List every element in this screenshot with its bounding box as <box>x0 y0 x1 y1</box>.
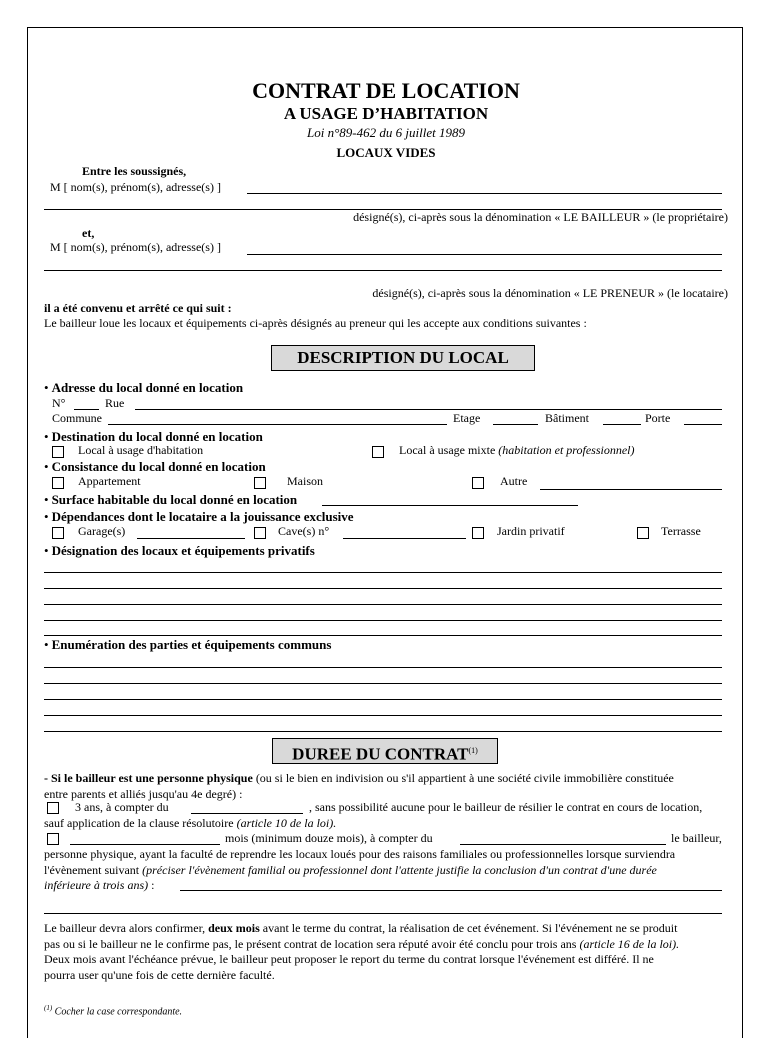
cave-field[interactable] <box>343 538 466 539</box>
designation-line-4[interactable] <box>44 620 722 621</box>
physique-paragraph <box>44 771 729 802</box>
checkbox-maison[interactable] <box>254 477 266 489</box>
reprise-line2a: l'évènement suivant <box>44 862 143 877</box>
enumeration-line-2[interactable] <box>44 683 722 684</box>
lease-text: Le bailleur loue les locaux et équipements ci-après désignés au preneur qui les accepte aux conditions suivantes : <box>44 316 587 330</box>
months-date-field[interactable] <box>460 844 666 845</box>
dependances-title: • Dépendances dont le locataire a la jouissance exclusive <box>44 509 354 525</box>
street-field[interactable] <box>135 409 722 410</box>
bailleur-designation: désigné(s), ci-après sous la dénomination « LE BAILLEUR » (le propriétaire) <box>353 210 728 224</box>
designation-title: • Désignation des locaux et équipements privatifs <box>44 543 315 559</box>
building-label: Bâtiment <box>545 411 589 425</box>
confirm-4: pourra user qu'une fois de cette dernière faculté. <box>44 967 275 982</box>
jardin-label: Jardin privatif <box>497 524 565 538</box>
reprise-line2b: (préciser l'évènement familial ou professionnel dont l'attente justifie la conclusion d'un contrat d'une durée <box>142 862 657 877</box>
confirm-1c: avant le terme du contrat, la réalisation de cet événement. Si l'événement ne se produit <box>259 921 678 935</box>
reprise-line1: personne physique, ayant la faculté de reprendre les locaux loués pour des raisons familiales ou professionnelles lorsque surviendra <box>44 847 676 861</box>
autre-label: Autre <box>500 474 528 488</box>
footnote-text: Cocher la case correspondante. <box>54 1006 183 1018</box>
enumeration-line-4[interactable] <box>44 715 722 716</box>
clause-text: sauf application de la clause résolutoire <box>44 816 237 830</box>
designation-line-1[interactable] <box>44 572 722 573</box>
habitation-label: Local à usage d'habitation <box>78 443 204 457</box>
commune-label: Commune <box>52 411 102 425</box>
checkbox-garage[interactable] <box>52 527 64 539</box>
checkbox-months[interactable] <box>47 833 59 845</box>
checkbox-jardin[interactable] <box>472 527 484 539</box>
checkbox-autre[interactable] <box>472 477 484 489</box>
three-years-rest: , sans possibilité aucune pour le bailleur de résilier le contrat en cours de location, <box>309 800 703 814</box>
enumeration-title: • Enumération des parties et équipements communs <box>44 637 331 653</box>
floor-field[interactable] <box>493 424 538 425</box>
three-years-label: 3 ans, à compter du <box>75 800 169 814</box>
physique-bold: - Si le bailleur est une personne physique <box>44 771 253 785</box>
section-duree-heading <box>272 738 498 764</box>
checkbox-mixte[interactable] <box>372 446 384 458</box>
commune-field[interactable] <box>108 424 447 425</box>
page-subtitle: A USAGE D’HABITATION <box>283 104 489 123</box>
event-field-line-1[interactable] <box>180 890 722 891</box>
duree-heading-text: DUREE DU CONTRAT <box>292 744 469 764</box>
physique-rest: (ou si le bien en indivision ou s'il appartient à une société civile immobilière constituée <box>252 771 674 785</box>
enumeration-line-5[interactable] <box>44 731 722 732</box>
terrasse-label: Terrasse <box>661 524 701 538</box>
designation-line-3[interactable] <box>44 604 722 605</box>
premises-type: LOCAUX VIDES <box>336 145 436 160</box>
event-field-line-2[interactable] <box>44 913 722 914</box>
checkbox-habitation[interactable] <box>52 446 64 458</box>
preneur-designation: désigné(s), ci-après sous la dénomination « LE PRENEUR » (le locataire) <box>372 286 728 300</box>
num-label: N° <box>52 396 66 410</box>
street-label: Rue <box>105 396 125 410</box>
clause-line <box>44 816 336 831</box>
reprise-paragraph <box>44 847 729 894</box>
door-field[interactable] <box>684 424 722 425</box>
footnote <box>44 1004 182 1017</box>
bailleur-field-line-1[interactable] <box>247 193 722 194</box>
mixte-label-text: Local à usage mixte <box>399 443 496 457</box>
checkbox-appartement[interactable] <box>52 477 64 489</box>
clause-ref: (article 10 de la loi). <box>236 816 337 830</box>
confirm-2b: (article 16 de la loi). <box>579 936 680 951</box>
designation-line-5[interactable] <box>44 635 722 636</box>
preneur-label: M [ nom(s), prénom(s), adresse(s) ] <box>50 240 221 254</box>
door-label: Porte <box>645 411 671 425</box>
preneur-field-line-2[interactable] <box>44 270 722 271</box>
cave-label: Cave(s) n° <box>278 524 330 538</box>
designation-line-2[interactable] <box>44 588 722 589</box>
confirm-1a: Le bailleur devra alors confirmer, <box>44 921 209 935</box>
address-title: • Adresse du local donné en location <box>44 380 243 396</box>
num-field[interactable] <box>74 409 99 410</box>
enumeration-line-1[interactable] <box>44 667 722 668</box>
checkbox-cave[interactable] <box>254 527 266 539</box>
physique-line2: entre parents et alliés jusqu'au 4e degré) : <box>44 786 243 801</box>
building-field[interactable] <box>603 424 641 425</box>
confirm-3: Deux mois avant l'échéance prévue, le bailleur peut proposer le report du terme du contrat lorsque l'événement est différé. Il ne <box>44 952 654 966</box>
agreed-text: il a été convenu et arrêté ce qui suit : <box>44 301 232 315</box>
reprise-colon: : <box>148 878 155 892</box>
consistance-title: • Consistance du local donné en location <box>44 459 266 475</box>
garage-label: Garage(s) <box>78 524 126 538</box>
confirm-2a: pas ou si le bailleur ne le confirme pas, le présent contrat de location sera réputé avoir été conclu pour trois ans <box>44 936 580 951</box>
months-label: mois (minimum douze mois), à compter du <box>225 831 433 845</box>
duree-heading-note: (1) <box>468 746 478 755</box>
floor-label: Etage <box>453 411 481 425</box>
checkbox-three-years[interactable] <box>47 802 59 814</box>
preneur-field-line-1[interactable] <box>247 254 722 255</box>
surface-title: • Surface habitable du local donné en location <box>44 492 297 508</box>
garage-field[interactable] <box>137 538 245 539</box>
appartement-label: Appartement <box>78 474 141 488</box>
checkbox-terrasse[interactable] <box>637 527 649 539</box>
mixte-label <box>399 443 635 458</box>
law-reference: Loi n°89-462 du 6 juillet 1989 <box>307 125 465 140</box>
three-years-date-field[interactable] <box>191 813 303 814</box>
months-rest: le bailleur, <box>671 831 722 845</box>
confirm-1b: deux mois <box>208 921 260 935</box>
section-description-heading: DESCRIPTION DU LOCAL <box>271 345 535 371</box>
and-label: et, <box>82 226 95 240</box>
parties-intro: Entre les soussignés, <box>82 164 187 178</box>
confirm-paragraph <box>44 921 729 983</box>
footnote-mark: (1) <box>44 1004 53 1012</box>
reprise-line3: inférieure à trois ans) <box>44 878 149 892</box>
maison-label: Maison <box>287 474 323 488</box>
bailleur-label: M [ nom(s), prénom(s), adresse(s) ] <box>50 180 221 194</box>
enumeration-line-3[interactable] <box>44 699 722 700</box>
surface-field[interactable] <box>322 505 578 506</box>
months-count-field[interactable] <box>70 844 220 845</box>
autre-field[interactable] <box>540 489 722 490</box>
mixte-note: (habitation et professionnel) <box>498 443 635 457</box>
destination-title: • Destination du local donné en location <box>44 429 263 445</box>
page-title: CONTRAT DE LOCATION <box>252 78 520 103</box>
